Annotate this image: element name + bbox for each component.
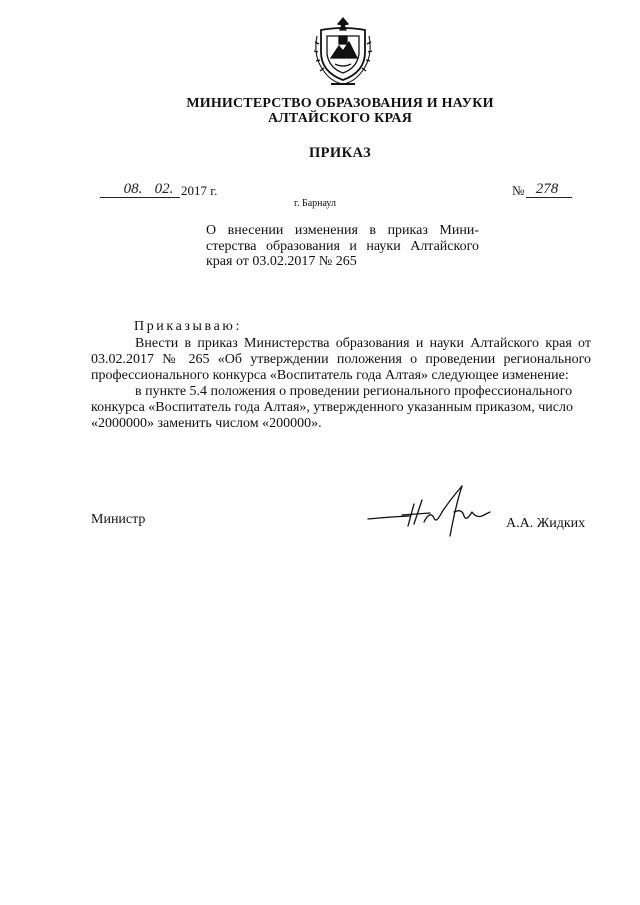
city: г. Барнаул bbox=[294, 198, 336, 209]
order-word: Приказываю: bbox=[134, 319, 242, 334]
order-title: ПРИКАЗ bbox=[308, 145, 372, 161]
ministry-name-line2: АЛТАЙСКОГО КРАЯ bbox=[267, 111, 413, 126]
date-year: 2017 г. bbox=[181, 183, 218, 198]
date-underline bbox=[100, 197, 180, 198]
order-number: 278 bbox=[535, 181, 559, 197]
handwritten-signature bbox=[366, 482, 492, 538]
order-number-sign: № bbox=[512, 183, 525, 198]
signatory-position: Министр bbox=[91, 512, 146, 527]
order-body bbox=[91, 336, 591, 432]
date-month: 02. bbox=[154, 181, 174, 197]
ministry-name-line1: МИНИСТЕРСТВО ОБРАЗОВАНИЯ И НАУКИ bbox=[186, 96, 494, 111]
body-paragraph-2: в пункте 5.4 положения о проведении регионального профессионального конкурса «Воспитатель года Алтая», утвержденного указанным приказом, число «2000000» заменить числом «200000». bbox=[91, 384, 573, 431]
altai-krai-coat-of-arms-icon bbox=[311, 16, 375, 88]
body-paragraph-1: Внести в приказ Министерства образования и науки Алтайского края от 03.02.2017 № 265 «Об утверждении положения о проведении регионального профессионального конкурса «Воспитатель года Алтая» следующее изменение: bbox=[91, 336, 591, 383]
signatory-name: А.А. Жидких bbox=[506, 516, 586, 531]
date-day: 08. bbox=[123, 181, 143, 197]
number-underline bbox=[526, 197, 572, 198]
order-subject: О внесении изменения в приказ Министерства образования и науки Алтайского края от 03.02.2017 № 265 bbox=[206, 223, 479, 269]
